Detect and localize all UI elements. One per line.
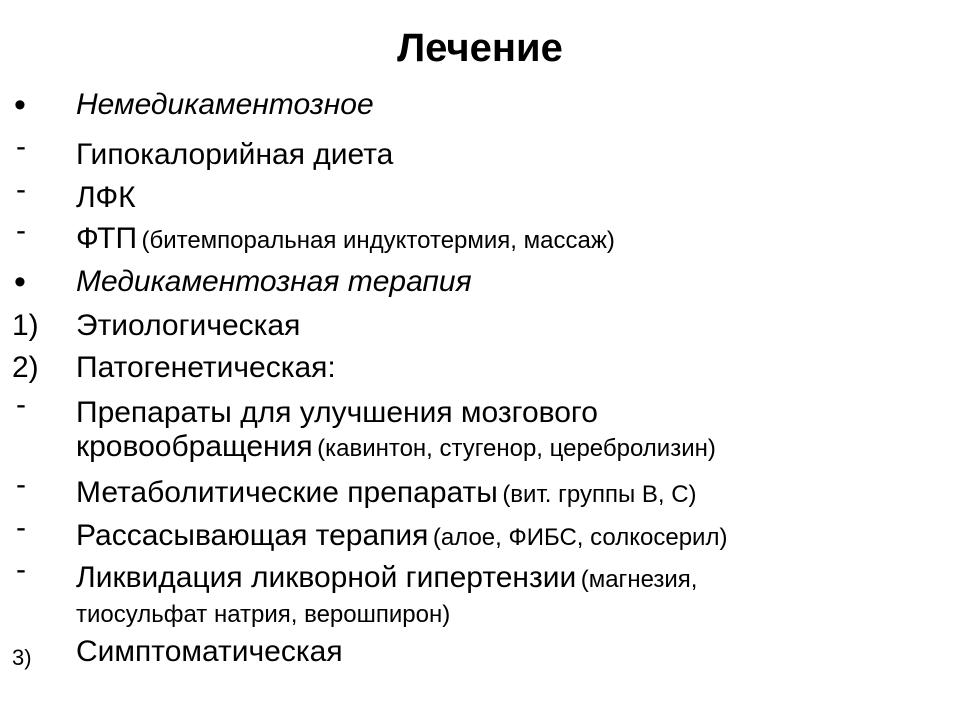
bullet-marker: • — [14, 263, 26, 301]
dash-marker: - — [16, 173, 26, 206]
list-item-note: (кавинтон, стугенор, церебролизин) — [317, 435, 716, 462]
dash-marker: - — [16, 553, 26, 586]
list-item-note: (магнезия, — [580, 566, 698, 593]
number-marker: 1) — [12, 309, 39, 342]
list-item-text: Рассасывающая терапия — [76, 519, 429, 552]
bullet-marker: • — [14, 86, 26, 124]
list-item-text: ЛФК — [76, 181, 136, 214]
list-item-text: Немедикаментозное — [76, 88, 374, 121]
dash-marker: - — [16, 468, 26, 501]
list-item-text: ФТП — [76, 222, 138, 255]
list-item-note: (вит. группы В, С) — [502, 481, 697, 508]
slide-title: Лечение — [397, 26, 563, 70]
list-item-note: (битемпоральная индуктотермия, массаж) — [141, 227, 615, 254]
list-item-text: Препараты для улучшения мозгового — [76, 396, 598, 429]
number-marker: 3) — [12, 645, 32, 670]
list-item-text-continued: кровообращения — [76, 430, 313, 463]
list-item-text: Патогенетическая: — [76, 351, 336, 384]
list-item-note: (алое, ФИБС, солкосерил) — [432, 524, 728, 551]
dash-marker: - — [16, 511, 26, 544]
dash-marker: - — [16, 388, 26, 421]
list-item-note-continued: тиосульфат натрия, верошпирон) — [76, 601, 451, 628]
dash-marker: - — [16, 214, 26, 247]
list-item-text: Медикаментозная терапия — [76, 265, 472, 298]
list-item-text: Метаболитические препараты — [76, 476, 498, 509]
dash-marker: - — [16, 130, 26, 163]
number-marker: 2) — [12, 351, 39, 384]
list-item-text: Гипокалорийная диета — [76, 138, 394, 171]
list-item-text: Ликвидация ликворной гипертензии — [76, 561, 577, 594]
list-item-text: Симптоматическая — [76, 635, 343, 668]
list-item-text: Этиологическая — [76, 309, 301, 342]
